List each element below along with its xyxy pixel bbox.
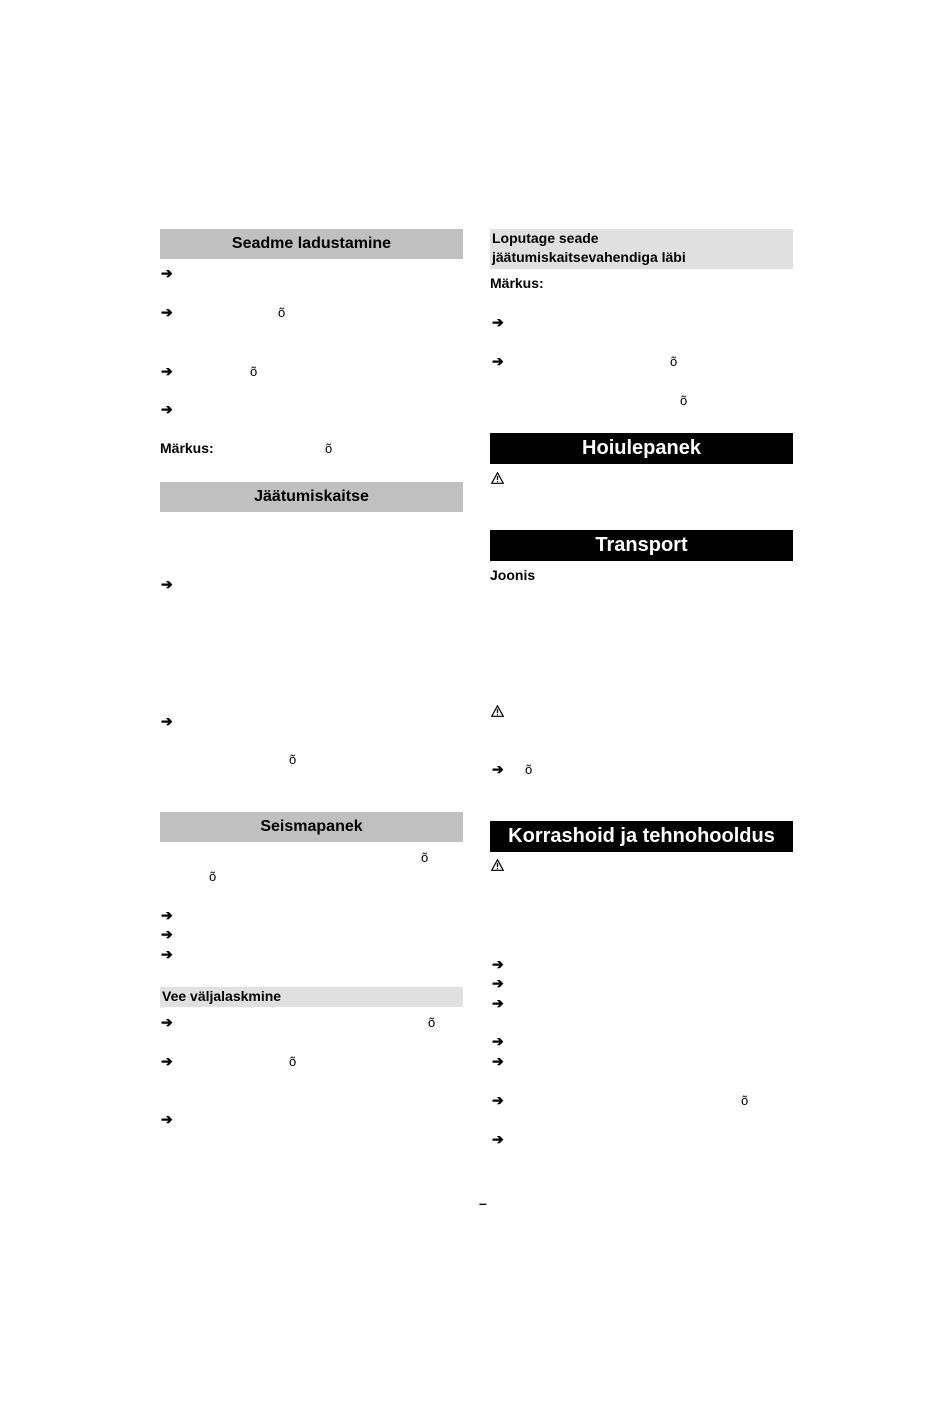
section-heading-jaatumiskaitse xyxy=(160,482,463,512)
bullet-arrow: ➔ xyxy=(161,576,173,592)
section-heading-seismapanek xyxy=(160,812,463,842)
bullet-arrow: ➔ xyxy=(161,363,173,379)
bullet-arrow: ➔ xyxy=(492,761,504,777)
bullet-arrow: ➔ xyxy=(161,401,173,417)
note-label: Märkus: xyxy=(490,275,544,291)
section-heading-transport xyxy=(490,530,793,561)
subsection-heading-line: Loputage seade xyxy=(492,230,599,246)
note-label: Märkus: xyxy=(160,440,214,456)
bullet-arrow: ➔ xyxy=(161,1053,173,1069)
text-fragment: õ xyxy=(741,1093,749,1108)
text-fragment: õ xyxy=(525,762,533,777)
bullet-arrow: ➔ xyxy=(492,956,504,972)
bullet-arrow: ➔ xyxy=(161,926,173,942)
bullet-arrow: ➔ xyxy=(492,1092,504,1108)
bullet-arrow: ➔ xyxy=(161,1014,173,1030)
text-fragment: õ xyxy=(680,393,688,408)
bullet-arrow: ➔ xyxy=(492,975,504,991)
bullet-arrow: ➔ xyxy=(492,995,504,1011)
page-footer-mark: – xyxy=(479,1195,487,1211)
text-fragment: õ xyxy=(289,1054,297,1069)
section-heading-text: Seismapanek xyxy=(260,818,363,835)
bullet-arrow: ➔ xyxy=(492,1033,504,1049)
subsection-heading-text: Vee väljalaskmine xyxy=(162,988,282,1004)
bullet-arrow: ➔ xyxy=(161,907,173,923)
bullet-arrow: ➔ xyxy=(492,353,504,369)
section-heading-seadme-ladustamine xyxy=(160,229,463,259)
section-heading-text: Hoiulepanek xyxy=(582,437,701,459)
bullet-arrow: ➔ xyxy=(161,1111,173,1127)
text-fragment: õ xyxy=(209,869,217,884)
bullet-arrow: ➔ xyxy=(492,314,504,330)
section-heading-text: Transport xyxy=(595,534,688,556)
warning-icon xyxy=(491,859,504,871)
section-heading-text: Seadme ladustamine xyxy=(231,235,392,252)
subsection-heading-vee-valjalaskmine xyxy=(160,987,463,1007)
section-heading-korrashoid xyxy=(490,821,793,852)
text-fragment: õ xyxy=(421,850,429,865)
text-fragment: õ xyxy=(250,364,258,379)
section-heading-hoiulepanek xyxy=(490,433,793,464)
text-fragment: õ xyxy=(670,354,678,369)
warning-icon xyxy=(491,705,504,717)
text-fragment: õ xyxy=(428,1015,436,1030)
warning-icon xyxy=(491,472,504,484)
text-fragment: õ xyxy=(325,441,333,456)
bullet-arrow: ➔ xyxy=(161,946,173,962)
section-heading-text: Jäätumiskaitse xyxy=(254,488,369,505)
text-fragment: õ xyxy=(278,305,286,320)
bullet-arrow: ➔ xyxy=(161,265,173,281)
subsection-heading-loputage xyxy=(490,229,793,269)
bullet-arrow: ➔ xyxy=(492,1131,504,1147)
figure-label: Joonis xyxy=(490,567,536,583)
bullet-arrow: ➔ xyxy=(161,713,173,729)
bullet-arrow: ➔ xyxy=(492,1053,504,1069)
subsection-heading-line: jäätumiskaitsevahendiga läbi xyxy=(492,249,686,265)
bullet-arrow: ➔ xyxy=(161,304,173,320)
section-heading-text: Korrashoid ja tehnohooldus xyxy=(508,825,775,847)
text-fragment: õ xyxy=(289,752,297,767)
